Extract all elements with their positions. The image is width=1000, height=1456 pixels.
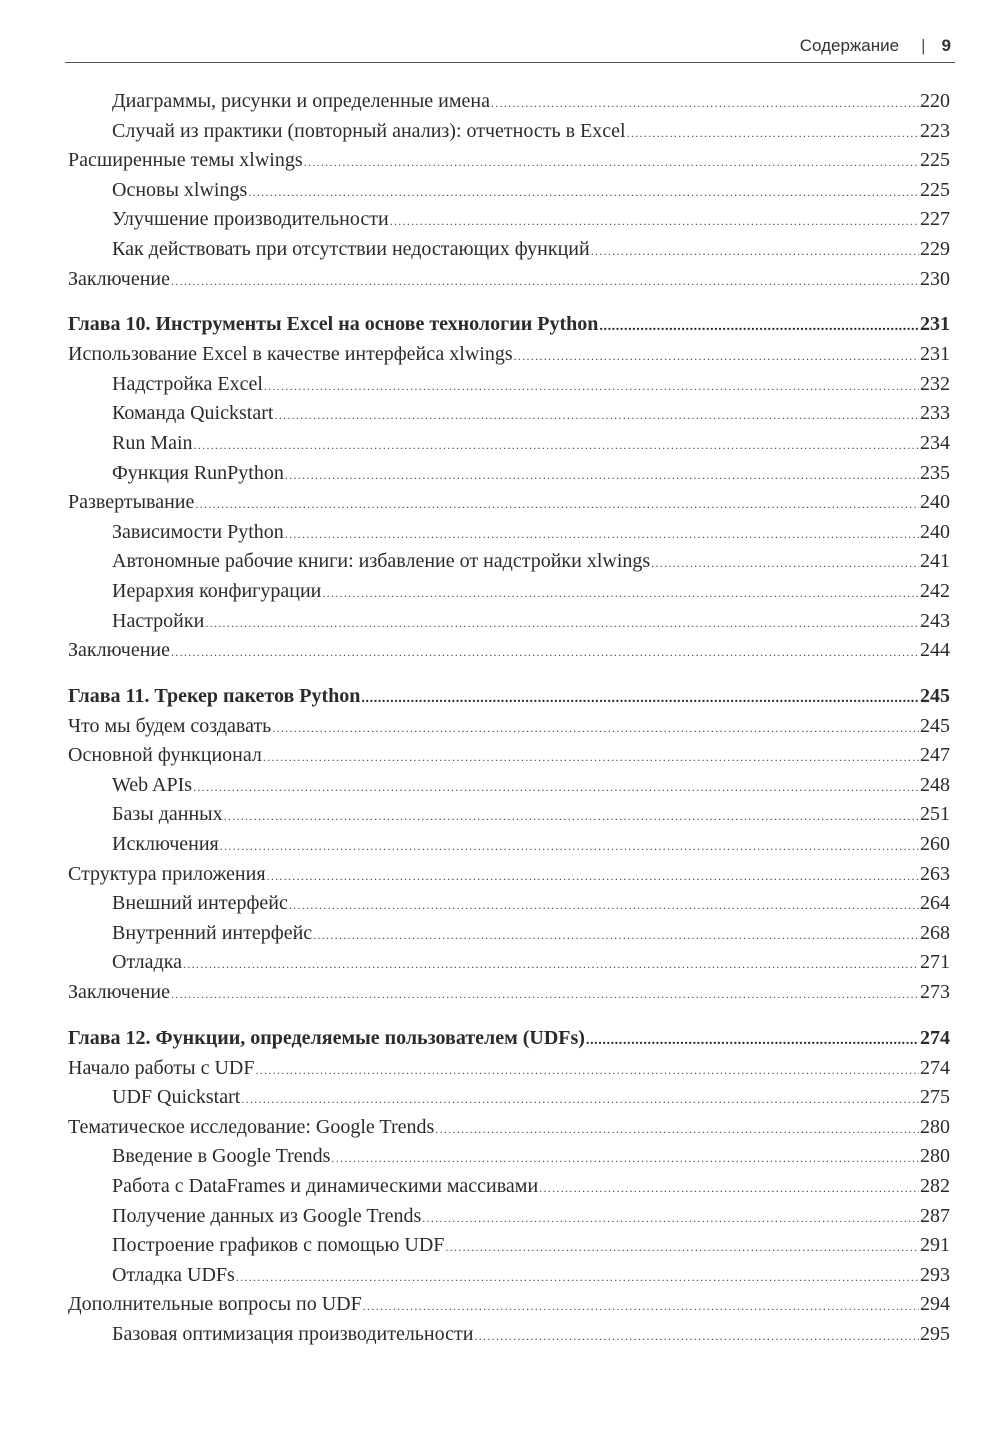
toc-entry-page: 274 [920, 1056, 950, 1079]
dot-leader [193, 773, 919, 801]
toc-entry-title: Введение в Google Trends [112, 1145, 331, 1168]
toc-entry-title: Отладка UDFs [112, 1263, 235, 1286]
toc-entry[interactable] [68, 978, 950, 1008]
toc-entry-title: Заключение [68, 981, 170, 1004]
toc-entry-page: 231 [920, 313, 950, 336]
toc-chapter-entry[interactable] [68, 680, 950, 712]
toc-entry-page: 260 [920, 833, 950, 856]
toc-entry-page: 229 [920, 237, 950, 260]
dot-leader [422, 1204, 919, 1232]
dot-leader [224, 802, 919, 830]
toc-entry-title: Основной функционал [68, 744, 262, 767]
toc-entry[interactable] [68, 636, 950, 666]
toc-entry-title: Внешний интерфейс [112, 892, 288, 915]
toc-entry-title: Что мы будем создавать [68, 714, 272, 737]
dot-leader [241, 1085, 919, 1113]
toc-entry-title: Глава 12. Функции, определяемые пользователем (UDFs) [68, 1026, 585, 1049]
toc-entry-page: 271 [920, 951, 950, 974]
toc-entry[interactable] [68, 1202, 950, 1232]
toc-entry[interactable] [68, 117, 950, 147]
toc-entry-page: 225 [920, 149, 950, 172]
toc-entry-page: 295 [920, 1322, 950, 1345]
toc-entry[interactable] [68, 800, 950, 830]
toc-entry-page: 240 [920, 520, 950, 543]
toc-entry[interactable] [68, 340, 950, 370]
toc-chapter-entry[interactable] [68, 308, 950, 340]
toc-entry-title: Web APIs [112, 773, 193, 796]
toc-entry-title: Дополнительные вопросы по UDF [68, 1293, 362, 1316]
toc-entry-title: Структура приложения [68, 862, 266, 885]
toc-entry-page: 248 [920, 773, 950, 796]
toc-entry-title: Получение данных из Google Trends [112, 1204, 422, 1227]
toc-entry[interactable] [68, 1054, 950, 1084]
dot-leader [651, 549, 919, 577]
dot-leader [267, 862, 919, 890]
toc-entry[interactable] [68, 1083, 950, 1113]
toc-entry-page: 223 [920, 119, 950, 142]
toc-entry[interactable] [68, 948, 950, 978]
toc-entry-title: Основы xlwings [112, 178, 248, 201]
toc-entry[interactable] [68, 399, 950, 429]
dot-leader [390, 207, 919, 235]
dot-leader [194, 431, 919, 459]
dot-leader [255, 1056, 919, 1084]
toc-entry[interactable] [68, 860, 950, 890]
toc-entry[interactable] [68, 518, 950, 548]
toc-entry[interactable] [68, 830, 950, 860]
toc-entry-title: Заключение [68, 267, 170, 290]
toc-entry-page: 220 [920, 90, 950, 112]
toc-entry-title: Построение графиков с помощью UDF [112, 1234, 445, 1257]
toc-entry[interactable] [68, 459, 950, 489]
dot-leader [264, 372, 919, 400]
toc-entry-page: 291 [920, 1234, 950, 1257]
toc-entry[interactable] [68, 205, 950, 235]
dot-leader [285, 461, 919, 489]
toc-entry-page: 294 [920, 1293, 950, 1316]
toc-entry[interactable] [68, 919, 950, 949]
dot-leader [474, 1322, 919, 1350]
dot-leader [236, 1263, 919, 1291]
toc-entry[interactable] [68, 370, 950, 400]
toc-entry-page: 234 [920, 431, 950, 454]
toc-entry[interactable] [68, 429, 950, 459]
toc-entry-title: Надстройка Excel [112, 372, 263, 395]
dot-leader [171, 638, 919, 666]
toc-entry-title: Иерархия конфигурации [112, 579, 322, 602]
toc-entry[interactable] [68, 87, 950, 117]
toc-entry-page: 231 [920, 343, 950, 366]
dot-leader [361, 683, 919, 712]
toc-entry[interactable] [68, 771, 950, 801]
toc-entry[interactable] [68, 889, 950, 919]
toc-entry-page: 240 [920, 491, 950, 514]
toc-entry-title: Использование Excel в качестве интерфейса xlwings [68, 343, 513, 366]
toc-entry-page: 230 [920, 267, 950, 290]
dot-leader [205, 609, 919, 637]
toc-entry-page: 273 [920, 981, 950, 1004]
toc-entry[interactable] [68, 265, 950, 295]
toc-entry-page: 227 [920, 208, 950, 231]
dot-leader [322, 579, 919, 607]
toc-entry-page: 282 [920, 1175, 950, 1197]
toc-entry-title: UDF Quickstart [112, 1086, 241, 1109]
toc-entry-page: 235 [920, 461, 950, 484]
toc-entry-title: Отладка [112, 951, 183, 974]
dot-leader [435, 1115, 919, 1143]
toc-entry-page: 268 [920, 921, 950, 944]
dot-leader [272, 714, 919, 742]
dot-leader [195, 490, 919, 518]
toc-entry[interactable] [68, 1290, 950, 1320]
toc-entry-title: Тематическое исследование: Google Trends [68, 1115, 435, 1138]
toc-entry[interactable] [68, 1261, 950, 1291]
toc-entry[interactable] [68, 712, 950, 742]
toc-entry-page: 245 [920, 714, 950, 737]
toc-entry-title: Диаграммы, рисунки и определенные имена [112, 90, 490, 112]
dot-leader [171, 980, 919, 1008]
header-right [800, 36, 951, 56]
dot-leader [491, 89, 919, 117]
toc-entry-title: Базовая оптимизация производительности [112, 1322, 474, 1345]
dot-leader [304, 148, 919, 176]
toc-entry[interactable] [68, 547, 950, 577]
toc-entry[interactable] [68, 607, 950, 637]
dot-leader [220, 832, 919, 860]
dot-leader [274, 401, 919, 429]
toc-entry[interactable] [68, 1142, 950, 1172]
toc-entry[interactable] [68, 176, 950, 206]
toc-entry-page: 275 [920, 1086, 950, 1109]
toc-entry-title: Как действовать при отсутствии недостающих функций [112, 237, 590, 260]
toc-entry-title: Глава 10. Инструменты Excel на основе технологии Python [68, 313, 599, 336]
header-section-title: Содержание [799, 36, 900, 55]
dot-leader [514, 342, 919, 370]
toc-entry-page: 245 [920, 684, 950, 707]
dot-leader [627, 119, 919, 147]
toc-entry-page: 232 [920, 372, 950, 395]
toc-chapter-entry[interactable] [68, 1022, 950, 1054]
header-page-number: 9 [941, 36, 951, 55]
toc-entry[interactable] [68, 1172, 950, 1202]
toc-entry[interactable] [68, 1320, 950, 1350]
toc-entry-title: Команда Quickstart [112, 402, 274, 425]
toc-entry-page: 241 [920, 550, 950, 573]
toc-entry-page: 244 [920, 639, 950, 662]
toc-entry-page: 280 [920, 1115, 950, 1138]
toc-entry-page: 264 [920, 892, 950, 915]
toc-entry-page: 233 [920, 402, 950, 425]
toc-entry-page: 280 [920, 1145, 950, 1168]
header-separator: | [921, 36, 926, 55]
toc-entry-title: Случай из практики (повторный анализ): отчетность в Excel [112, 119, 626, 142]
toc-entry-title: Run Main [112, 431, 193, 454]
toc-entry-title: Базы данных [112, 803, 223, 826]
toc-entry-page: 247 [920, 744, 950, 767]
toc-entry-title: Исключения [112, 833, 219, 856]
toc-entry[interactable] [68, 741, 950, 771]
dot-leader [586, 1025, 919, 1054]
running-header [65, 30, 955, 63]
toc-entry-page: 243 [920, 609, 950, 632]
toc-entry[interactable] [68, 146, 950, 176]
dot-leader [171, 267, 919, 295]
toc-entry-title: Расширенные темы xlwings [68, 149, 303, 172]
toc-entry-page: 274 [920, 1026, 950, 1049]
toc-entry-title: Заключение [68, 639, 170, 662]
dot-leader [599, 311, 919, 340]
dot-leader [183, 950, 919, 978]
toc-entry-page: 242 [920, 579, 950, 602]
dot-leader [591, 237, 919, 265]
toc-entry-title: Автономные рабочие книги: избавление от надстройки xlwings [112, 550, 651, 573]
toc-entry-title: Работа с DataFrames и динамическими массивами [112, 1175, 539, 1197]
toc-entry-title: Глава 11. Трекер пакетов Python [68, 684, 361, 707]
toc-entry-title: Внутренний интерфейс [112, 921, 313, 944]
dot-leader [539, 1174, 919, 1202]
toc-entry-title: Зависимости Python [112, 520, 284, 543]
dot-leader [445, 1233, 919, 1261]
dot-leader [285, 520, 919, 548]
dot-leader [263, 743, 919, 771]
dot-leader [289, 891, 919, 919]
toc-entry-title: Улучшение производительности [112, 208, 389, 231]
toc-entry-page: 251 [920, 803, 950, 826]
dot-leader [248, 178, 919, 206]
dot-leader [313, 921, 919, 949]
toc-entry-page: 263 [920, 862, 950, 885]
toc-entry-title: Настройки [112, 609, 205, 632]
toc-entry[interactable] [68, 488, 950, 518]
toc-entry[interactable] [68, 1231, 950, 1261]
toc-entry[interactable] [68, 1113, 950, 1143]
toc-entry-page: 287 [920, 1204, 950, 1227]
toc-entry[interactable] [68, 235, 950, 265]
toc-entry-page: 225 [920, 178, 950, 201]
dot-leader [331, 1144, 919, 1172]
dot-leader [363, 1292, 919, 1320]
toc-entry-title: Начало работы с UDF [68, 1056, 255, 1079]
table-of-contents [68, 87, 950, 1350]
toc-entry-title: Функция RunPython [112, 461, 284, 484]
toc-entry[interactable] [68, 577, 950, 607]
toc-entry-title: Развертывание [68, 491, 195, 514]
toc-entry-page: 293 [920, 1263, 950, 1286]
